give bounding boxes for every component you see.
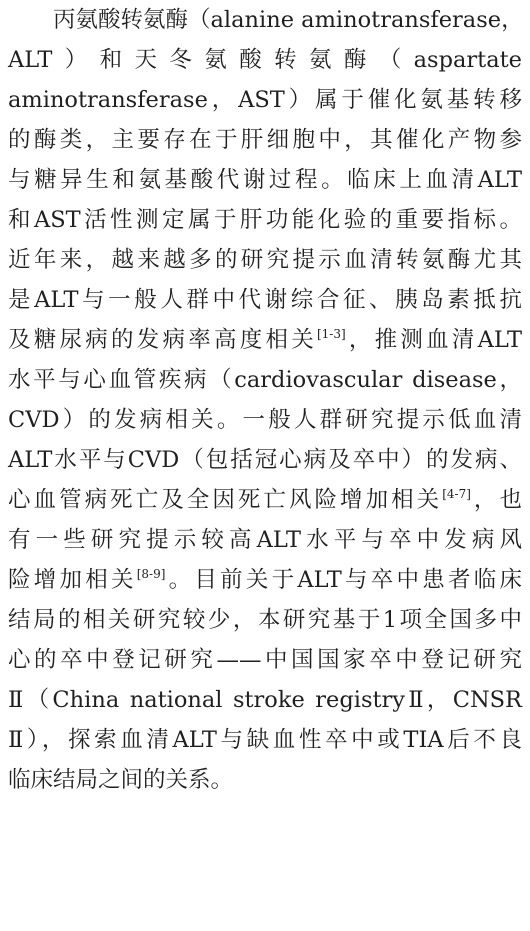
paragraph-line-16: 结局的相关研究较少，本研究基于1项全国多中 xyxy=(8,607,522,633)
paragraph-line-13-tail: ，也 xyxy=(470,487,522,513)
paragraph-line-1: 丙氨酸转氨酶（alanine aminotransferase， xyxy=(53,7,524,33)
paragraph-line-20: 临床结局之间的关系。 xyxy=(8,767,234,793)
paragraph-line-9-tail: ，推测血清ALT xyxy=(345,327,522,353)
paragraph-line-6: 和AST活性测定属于肝功能化验的重要指标。 xyxy=(8,207,522,233)
paragraph-line-13 xyxy=(8,480,522,520)
paragraph-line-15-text: 险增加相关 xyxy=(8,567,137,593)
paragraph-line-3: aminotransferase，AST）属于催化氨基转移 xyxy=(8,87,522,113)
paragraph-line-11: CVD）的发病相关。一般人群研究提示低血清 xyxy=(8,407,522,433)
paragraph-line-13-text: 心血管病死亡及全因死亡风险增加相关 xyxy=(8,487,443,513)
citation-1-3[interactable]: [1-3] xyxy=(316,327,346,341)
paragraph-line-9 xyxy=(8,320,522,360)
paragraph-line-18: Ⅱ（China national stroke registryⅡ，CNSR xyxy=(8,687,522,713)
paragraph-line-19: Ⅱ），探索血清ALT与缺血性卒中或TIA后不良 xyxy=(8,727,522,753)
paragraph-line-2: ALT）和天冬氨酸转氨酶（aspartate xyxy=(8,47,522,73)
paragraph-line-15-tail: 。目前关于ALT与卒中患者临床 xyxy=(165,567,522,593)
paragraph-line-12: ALT水平与CVD（包括冠心病及卒中）的发病、 xyxy=(8,447,522,473)
citation-4-7[interactable]: [4-7] xyxy=(442,487,471,501)
paragraph-line-10: 水平与心血管疾病（cardiovascular disease， xyxy=(8,367,522,393)
paragraph-line-4: 的酶类，主要存在于肝细胞中，其催化产物参 xyxy=(8,127,522,153)
citation-8-9[interactable]: [8-9] xyxy=(136,567,166,581)
paragraph-line-9-text: 及糖尿病的发病率高度相关 xyxy=(8,327,317,353)
paragraph-line-8: 是ALT与一般人群中代谢综合征、胰岛素抵抗 xyxy=(8,287,522,313)
paragraph-line-15 xyxy=(8,560,522,600)
paragraph-line-17: 心的卒中登记研究——中国国家卒中登记研究 xyxy=(8,647,522,673)
paragraph-line-5: 与糖异生和氨基酸代谢过程。临床上血清ALT xyxy=(8,167,522,193)
paragraph-line-14: 有一些研究提示较高ALT水平与卒中发病风 xyxy=(8,527,522,553)
paragraph-line-7: 近年来，越来越多的研究提示血清转氨酶尤其 xyxy=(8,247,522,273)
